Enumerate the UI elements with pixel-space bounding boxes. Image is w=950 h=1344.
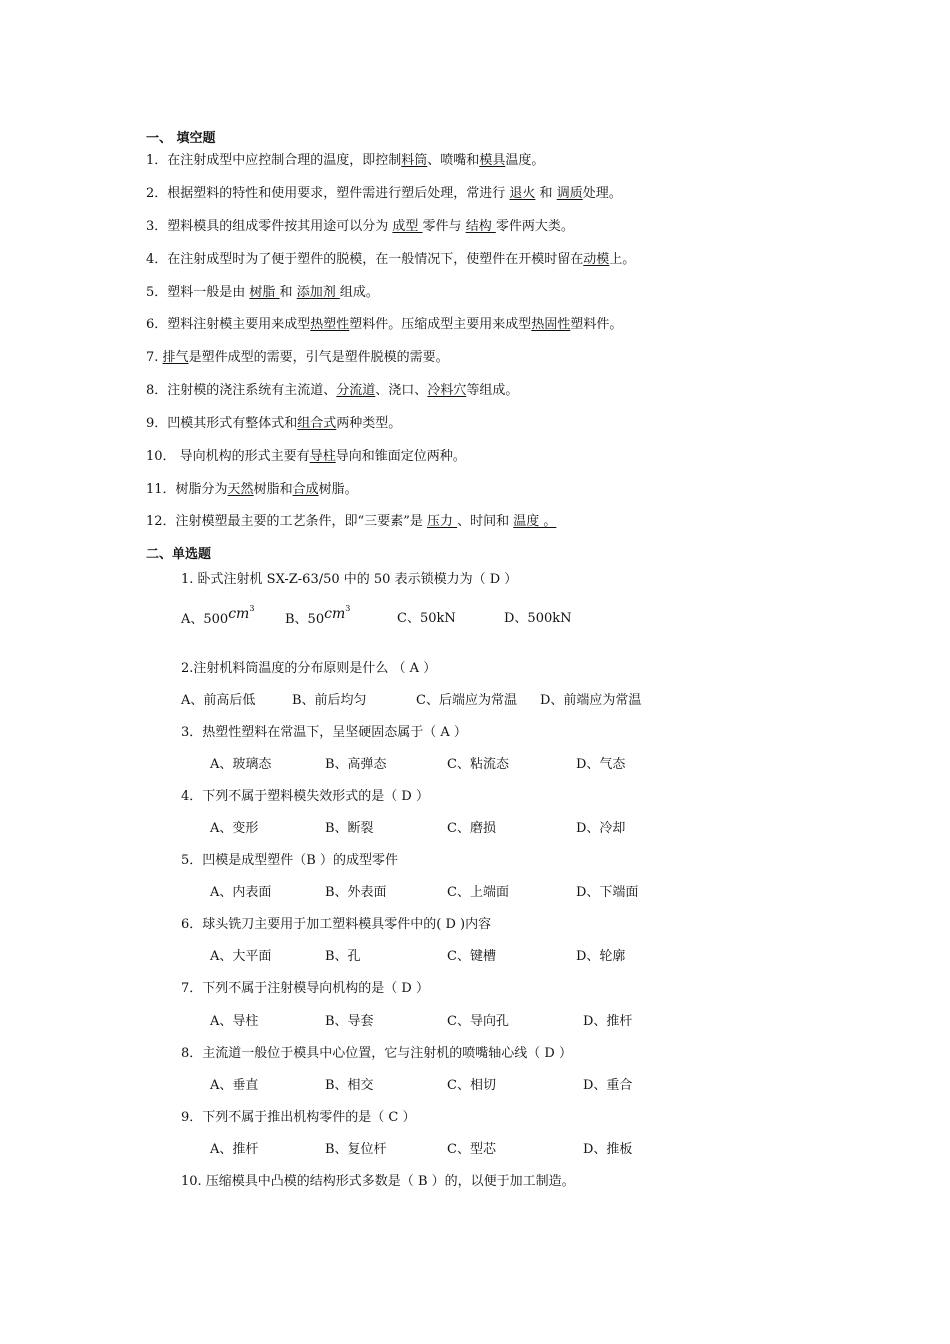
q9-option-d: D、推板 <box>583 1142 633 1157</box>
question-5: 5．凹模是成型塑件（B ）的成型零件 <box>181 853 398 868</box>
question-3: 3．热塑性塑料在常温下，呈坚硬固态属于（ A ） <box>181 725 467 740</box>
text: 树脂和 <box>253 482 293 497</box>
q5-option-a: A、内表面 <box>210 885 272 900</box>
q2-option-b: B、前后均匀 <box>292 693 367 708</box>
q7-option-d: D、推杆 <box>583 1014 633 1029</box>
q5-option-b: B、外表面 <box>325 885 387 900</box>
q3-option-b: B、高弹态 <box>325 757 387 772</box>
fill-item-10 <box>146 448 466 466</box>
section-title-single-choice: 二、单选题 <box>146 547 212 562</box>
text: 是塑件成型的需要，引气是塑件脱模的需要。 <box>188 350 449 365</box>
fill-item-6 <box>146 316 622 334</box>
text: 6．塑料注射模主要用来成型 <box>146 317 311 332</box>
text: 3．塑料模具的组成零件按其用途可以分为 <box>146 219 393 234</box>
fill-item-5 <box>146 284 379 302</box>
question-10: 10. 压缩模具中凸模的结构形式多数是（ B ）的，以便于加工制造。 <box>181 1174 575 1189</box>
question-6: 6．球头铣刀主要用于加工塑料模具零件中的( D )内容 <box>181 917 492 932</box>
q2-option-d: D、前端应为常温 <box>540 693 642 708</box>
text: 和 <box>279 285 297 300</box>
answer: 成型 <box>392 219 423 234</box>
text: 5．塑料一般是由 <box>146 285 250 300</box>
question-9: 9．下列不属于推出机构零件的是（ C ） <box>181 1110 416 1125</box>
answer: 料筒 <box>401 153 428 168</box>
answer: 天然 <box>227 482 254 497</box>
q7-option-a: A、导柱 <box>210 1014 259 1029</box>
q7-option-b: B、导套 <box>325 1014 374 1029</box>
text: 7. <box>146 350 163 365</box>
question-4: 4．下列不属于塑料模失效形式的是（ D ） <box>181 789 429 804</box>
q4-option-a: A、变形 <box>210 821 259 836</box>
q4-option-c: C、磨损 <box>447 821 496 836</box>
text: 零件两大类。 <box>495 219 574 234</box>
q1-option-c: C、50kN <box>397 611 456 626</box>
text: 10． 导向机构的形式主要有 <box>146 449 310 464</box>
text: 11．树脂分为 <box>146 482 228 497</box>
question-2: 2.注射机料筒温度的分布原则是什么 （ A ） <box>181 661 437 676</box>
answer: 组合式 <box>297 416 337 431</box>
q8-option-d: D、重合 <box>583 1078 633 1093</box>
answer: 添加剂 <box>296 285 340 300</box>
fill-item-3 <box>146 218 574 236</box>
text: 温度。 <box>505 153 545 168</box>
q6-option-a: A、大平面 <box>210 949 272 964</box>
text: 2．根据塑料的特性和使用要求，塑件需进行塑后处理，常进行 <box>146 186 510 201</box>
text: 树脂。 <box>318 482 358 497</box>
answer: 压力 <box>426 514 458 529</box>
question-7: 7．下列不属于注射模导向机构的是（ D ） <box>181 981 429 996</box>
answer: 分流道 <box>336 383 376 398</box>
text: 导向和锥面定位两种。 <box>335 449 466 464</box>
q6-option-b: B、孔 <box>325 949 361 964</box>
answer: 冷料穴 <box>427 383 467 398</box>
text: 和 <box>535 186 557 201</box>
unit: cm <box>324 606 346 622</box>
text: 12．注射模塑最主要的工艺条件，即“三要素”是 <box>146 514 427 529</box>
answer: 导柱 <box>309 449 336 464</box>
answer: 动模 <box>583 252 610 267</box>
q3-option-a: A、玻璃态 <box>210 757 272 772</box>
text: 1．在注射成型中应控制合理的温度，即控制 <box>146 153 402 168</box>
q8-option-b: B、相交 <box>325 1078 374 1093</box>
text: 零件与 <box>422 219 466 234</box>
fill-item-2 <box>146 185 622 203</box>
q4-option-d: D、冷却 <box>576 821 626 836</box>
text: 8．注射模的浇注系统有主流道、 <box>146 383 337 398</box>
answer: 模具 <box>479 153 506 168</box>
unit-power: 3 <box>345 604 351 613</box>
fill-item-11 <box>146 481 358 499</box>
text: 塑料件。 <box>570 317 623 332</box>
q9-option-a: A、推杆 <box>210 1142 259 1157</box>
option-text: B、50 <box>285 612 325 627</box>
text: 处理。 <box>582 186 622 201</box>
q5-option-d: D、下端面 <box>576 885 639 900</box>
q5-option-c: C、上端面 <box>447 885 509 900</box>
fill-item-8 <box>146 382 518 400</box>
q3-option-c: C、粘流态 <box>447 757 509 772</box>
q2-option-a: A、前高后低 <box>181 693 256 708</box>
section-title-fill-in: 一、 填空题 <box>146 131 216 146</box>
answer: 树脂 <box>249 285 280 300</box>
q8-option-a: A、垂直 <box>210 1078 259 1093</box>
question-1: 1. 卧式注射机 SX-Z-63/50 中的 50 表示锁模力为（ D ） <box>181 572 518 587</box>
q9-option-c: C、型芯 <box>447 1142 496 1157</box>
fill-item-7 <box>146 349 449 367</box>
answer: 调质 <box>556 186 583 201</box>
answer: 退火 <box>509 186 536 201</box>
q7-option-c: C、导向孔 <box>447 1014 509 1029</box>
answer: 热固性 <box>531 317 571 332</box>
q1-option-a <box>181 604 255 630</box>
answer: 热塑性 <box>310 317 350 332</box>
answer: 温度 。 <box>513 514 557 529</box>
fill-item-9 <box>146 415 401 433</box>
q4-option-b: B、断裂 <box>325 821 374 836</box>
q6-option-d: D、轮廓 <box>576 949 626 964</box>
unit: cm <box>228 606 250 622</box>
q6-option-c: C、键槽 <box>447 949 496 964</box>
q1-option-d: D、500kN <box>504 611 572 626</box>
text: 两种类型。 <box>336 416 402 431</box>
text: 、喷嘴和 <box>427 153 480 168</box>
answer: 结构 <box>465 219 496 234</box>
answer: 合成 <box>292 482 319 497</box>
q8-option-c: C、相切 <box>447 1078 496 1093</box>
text: 组成。 <box>339 285 379 300</box>
text: 、浇口、 <box>375 383 428 398</box>
text: 上。 <box>609 252 636 267</box>
fill-item-1 <box>146 152 544 170</box>
question-8: 8．主流道一般位于模具中心位置，它与注射机的喷嘴轴心线（ D ） <box>181 1046 572 1061</box>
text: 4．在注射成型时为了便于塑件的脱模，在一般情况下，使塑件在开模时留在 <box>146 252 584 267</box>
answer: 排气 <box>162 350 189 365</box>
fill-item-12 <box>146 513 556 531</box>
q3-option-d: D、气态 <box>576 757 626 772</box>
option-text: A、500 <box>181 612 229 627</box>
fill-item-4 <box>146 251 635 269</box>
text: 塑料件。压缩成型主要用来成型 <box>349 317 532 332</box>
q9-option-b: B、复位杆 <box>325 1142 387 1157</box>
q1-option-b <box>285 604 351 630</box>
text: 等组成。 <box>466 383 519 398</box>
unit-power: 3 <box>249 604 255 613</box>
text: 、时间和 <box>457 514 514 529</box>
text: 9．凹模其形式有整体式和 <box>146 416 298 431</box>
q2-option-c: C、后端应为常温 <box>416 693 517 708</box>
